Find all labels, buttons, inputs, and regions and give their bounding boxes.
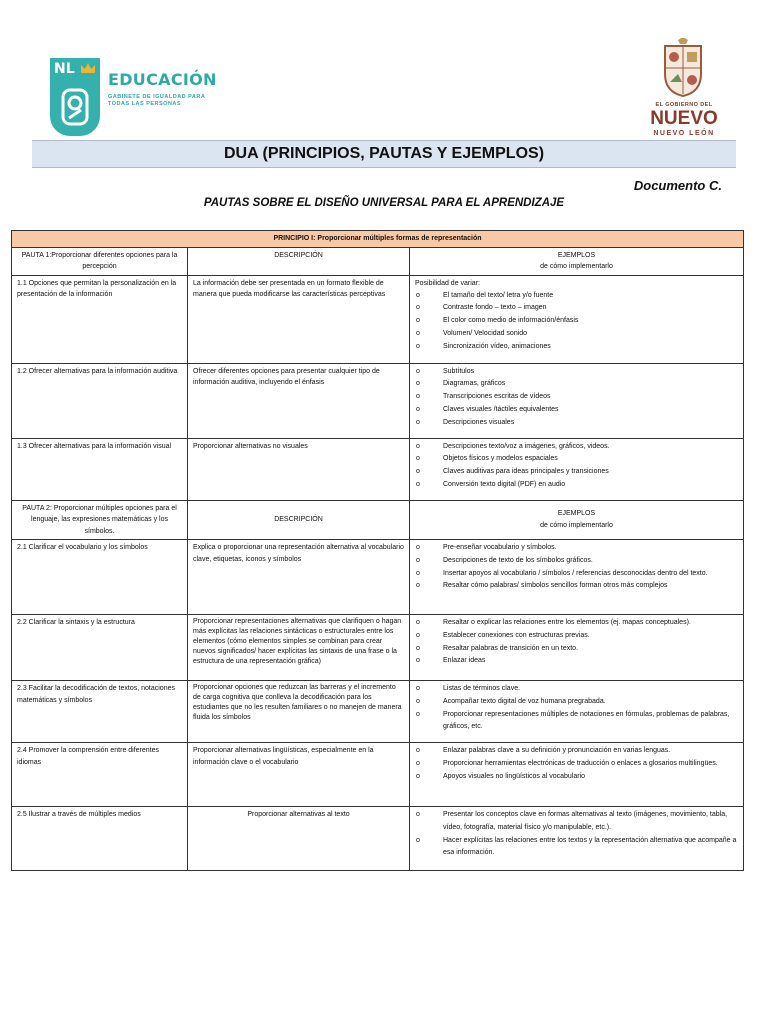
gov-line-2: NUEVO (650, 108, 718, 129)
pauta-cell: 2.4 Promover la comprensión entre diferentes idiomas (12, 743, 188, 807)
table-row (12, 743, 744, 807)
ejemplos-cell (410, 807, 744, 871)
ejemplos-cell (410, 681, 744, 743)
ejemplo-item: o Descripciones de texto de los símbolos gráficos. (415, 555, 738, 568)
ejemplo-item: o Hacer explícitas las relaciones entre los textos y la representación alternativa que acompañe a esa información. (415, 835, 738, 861)
ejemplo-item: o Resaltar cómo palabras/ símbolos sencillos forman otros más complejos (415, 580, 738, 593)
descripcion-cell: La información debe ser presentada en un formato flexible de manera que pueda modificarse las características perceptivas (188, 275, 410, 363)
pauta-header-row (12, 247, 744, 275)
pauta-cell: 2.1 Clarificar el vocabulario y los símbolos (12, 540, 188, 615)
ejemplo-item: o Proporcionar herramientas electrónicas de traducción o enlaces a glosarios multilingües. (415, 758, 738, 771)
pauta-cell: 1.3 Ofrecer alternativas para la información visual (12, 438, 188, 500)
gobierno-logo (644, 38, 724, 138)
ejemplo-item: o Sincronización vídeo, animaciones (415, 341, 738, 354)
ejemplos-list (415, 809, 738, 860)
ejemplos-header-line2: de cómo implementarlo (540, 521, 613, 529)
ejemplos-cell (410, 363, 744, 438)
state-coat-of-arms-icon (660, 38, 706, 98)
descripcion-cell: Proporcionar alternativas lingüísticas, especialmente en la información clave o el vocabulario (188, 743, 410, 807)
ejemplo-item: o Insertar apoyos al vocabulario / símbolos / referencias desconocidas dentro del texto. (415, 568, 738, 581)
educacion-logo (50, 58, 217, 136)
descripcion-cell: Explica o proporcionar una representación alternativa al vocabulario clave, etiquetas, iconos y símbolos (188, 540, 410, 615)
ejemplos-header-line2: de cómo implementarlo (540, 263, 613, 270)
ejemplos-intro: Posibilidad de variar: (415, 279, 480, 287)
ejemplo-item: o Pre-enseñar vocabulario y símbolos. (415, 542, 738, 555)
crown-icon (80, 62, 96, 74)
document-label: Documento C. (633, 178, 722, 193)
ejemplos-cell (410, 275, 744, 363)
ejemplo-item: o Contraste fondo – texto – imagen (415, 302, 738, 315)
pauta-cell: 1.1 Opciones que permitan la personalización en la presentación de la información (12, 275, 188, 363)
ejemplo-item: o Conversión texto digital (PDF) en audio (415, 479, 738, 492)
descripcion-cell: Proporcionar alternativas al texto (188, 807, 410, 871)
ejemplos-cell (410, 743, 744, 807)
ejemplo-item: o Claves auditivas para ideas principales y transiciones (415, 466, 738, 479)
ejemplo-item: o Volumen/ Velocidad sonido (415, 328, 738, 341)
educacion-subtitle: GABINETE DE IGUALDAD PARA TODAS LAS PERSONAS (108, 94, 206, 107)
pauta-cell: 2.5 Ilustrar a través de múltiples medios (12, 807, 188, 871)
table-row (12, 807, 744, 871)
ejemplos-list (415, 683, 738, 734)
ejemplos-cell (410, 540, 744, 615)
ejemplo-item: o Apoyos visuales no lingüísticos al vocabulario (415, 771, 738, 784)
ejemplo-item: o Presentar los conceptos clave en formas alternativas al texto (imágenes, movimiento, tabla, vídeo, fotografía, material físico y/o manipulable, etc.). (415, 809, 738, 835)
ejemplos-header (410, 247, 744, 275)
pauta-cell: 2.2 Clarificar la sintaxis y la estructura (12, 615, 188, 681)
nl-badge (50, 58, 100, 136)
ejemplo-item: o El color como medio de información/énfasis (415, 315, 738, 328)
ejemplos-header-line1: EJEMPLOS (557, 510, 596, 518)
pauta-cell: 2.3 Facilitar la decodificación de textos, notaciones matemáticas y símbolos (12, 681, 188, 743)
ejemplos-list (415, 542, 738, 593)
ejemplo-item: o Transcripciones escritas de vídeos (415, 391, 738, 404)
ejemplos-cell (410, 438, 744, 500)
education-emblem-icon (60, 88, 90, 126)
ejemplos-header-line1: EJEMPLOS (557, 251, 596, 259)
gov-line-1: EL GOBIERNO DEL (655, 102, 713, 108)
ejemplo-item: o Subtítulos (415, 366, 738, 379)
gov-line-3: NUEVO LEÓN (653, 130, 715, 137)
ejemplo-item: o El tamaño del texto/ letra y/o fuente (415, 290, 738, 303)
descripcion-cell: Proporcionar opciones que reduzcan las barreras y el incremento de carga cognitiva que conlleva la decodificación para los estudiantes que no les resulten familiares o no manejen de manera fluida los símbolos (188, 681, 410, 743)
pauta-header-row (12, 500, 744, 540)
ejemplo-item: o Claves visuales /táctiles equivalentes (415, 404, 738, 417)
ejemplo-item: o Acompañar texto digital de voz humana pregrabada. (415, 696, 738, 709)
ejemplos-list (415, 745, 738, 783)
ejemplo-item: o Resaltar palabras de transición en un texto. (415, 643, 738, 656)
ejemplo-item: o Diagramas, gráficos (415, 378, 738, 391)
ejemplos-header (410, 500, 744, 540)
educacion-title: EDUCACIÓN (108, 70, 217, 89)
page-subtitle: PAUTAS SOBRE EL DISEÑO UNIVERSAL PARA EL APRENDIZAJE (203, 197, 565, 209)
descripcion-header: DESCRIPCIÓN (188, 500, 410, 540)
nl-mark: NL (54, 61, 75, 77)
dua-table (11, 230, 744, 871)
table-row (12, 615, 744, 681)
pauta-header: PAUTA 1:Proporcionar diferentes opciones para la percepción (12, 247, 188, 275)
pauta-cell: 1.2 Ofrecer alternativas para la información auditiva (12, 363, 188, 438)
ejemplos-list (415, 290, 738, 354)
ejemplo-item: o Listas de términos clave. (415, 683, 738, 696)
pauta-header: PAUTA 2: Proporcionar múltiples opciones para el lenguaje, las expresiones matemáticas y los símbolos. (12, 500, 188, 540)
ejemplos-list (415, 441, 738, 492)
table-row (12, 540, 744, 615)
table-row (12, 275, 744, 363)
principle-row (12, 231, 744, 248)
ejemplos-list (415, 366, 738, 430)
page-title: DUA (PRINCIPIOS, PAUTAS Y EJEMPLOS) (32, 140, 736, 168)
ejemplo-item: o Establecer conexiones con estructuras previas. (415, 630, 738, 643)
ejemplo-item: o Descripciones visuales (415, 417, 738, 430)
descripcion-cell: Ofrecer diferentes opciones para presentar cualquier tipo de información auditiva, incluyendo el énfasis (188, 363, 410, 438)
ejemplo-item: o Enlazar palabras clave a su definición y pronunciación en varias lenguas. (415, 745, 738, 758)
ejemplo-item: o Resaltar o explicar las relaciones entre los elementos (ej. mapas conceptuales). (415, 617, 738, 630)
ejemplos-cell (410, 615, 744, 681)
ejemplo-item: o Enlazar ideas (415, 655, 738, 668)
principle-title: PRINCIPIO I: Proporcionar múltiples formas de representación (12, 231, 744, 248)
descripcion-cell: Proporcionar representaciones alternativas que clarifiquen o hagan más explícitas las relaciones sintácticas o estructurales entre los elementos (cómo elementos simples se combinan para crear nuevos significados/ hacer explícitas las sintaxis de una frase o la estructura de una representación gráfica) (188, 615, 410, 681)
ejemplo-item: o Proporcionar representaciones múltiples de notaciones en fórmulas, problemas de palabras, gráficos, etc. (415, 709, 738, 735)
table-row (12, 681, 744, 743)
ejemplo-item: o Objetos físicos y modelos espaciales (415, 453, 738, 466)
table-row (12, 438, 744, 500)
table-row (12, 363, 744, 438)
descripcion-cell: Proporcionar alternativas no visuales (188, 438, 410, 500)
ejemplos-list (415, 617, 738, 668)
ejemplo-item: o Descripciones texto/voz a imágenes, gráficos, videos. (415, 441, 738, 454)
descripcion-header: DESCRIPCIÓN (188, 247, 410, 275)
